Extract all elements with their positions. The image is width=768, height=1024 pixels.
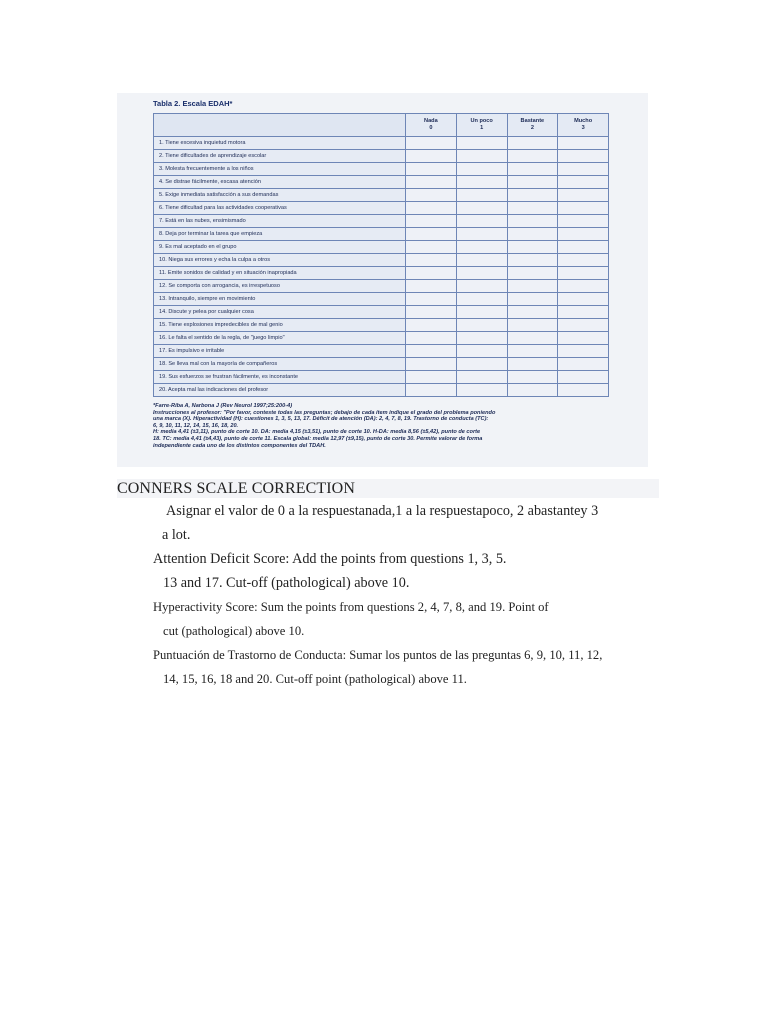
bullet-1-line-1: Asignar el valor de 0 a la respuestanada,1 a la respuestapoco, 2 abastantey 3 bbox=[166, 503, 599, 519]
table-body bbox=[154, 137, 609, 397]
answer-cell bbox=[456, 267, 507, 280]
answer-cell bbox=[507, 150, 558, 163]
answer-cell bbox=[507, 241, 558, 254]
edah-table bbox=[153, 113, 609, 397]
answer-cell bbox=[558, 371, 609, 384]
bullet-item bbox=[141, 503, 151, 520]
answer-cell bbox=[507, 254, 558, 267]
answer-cell bbox=[558, 358, 609, 371]
answer-cell bbox=[406, 332, 457, 345]
item-label: 5. Exige inmediata satisfacción a sus demandas bbox=[154, 189, 406, 202]
answer-cell bbox=[456, 176, 507, 189]
answer-cell bbox=[406, 306, 457, 319]
table-row bbox=[154, 306, 609, 319]
answer-cell bbox=[456, 306, 507, 319]
answer-cell bbox=[406, 215, 457, 228]
answer-cell bbox=[558, 137, 609, 150]
item-label: 17. Es impulsivo e irritable bbox=[154, 345, 406, 358]
answer-cell bbox=[456, 163, 507, 176]
answer-cell bbox=[456, 332, 507, 345]
edah-scale-image bbox=[117, 93, 648, 467]
answer-cell bbox=[406, 163, 457, 176]
answer-cell bbox=[507, 371, 558, 384]
answer-cell bbox=[558, 384, 609, 397]
bullet-2-line-2: 13 and 17. Cut-off (pathological) above 10. bbox=[163, 575, 410, 591]
table-row bbox=[154, 176, 609, 189]
option-label: Un poco bbox=[470, 118, 493, 124]
table-row bbox=[154, 332, 609, 345]
answer-cell bbox=[456, 371, 507, 384]
answer-cell bbox=[456, 202, 507, 215]
section-heading: CONNERS SCALE CORRECTION bbox=[117, 480, 355, 497]
answer-cell bbox=[558, 345, 609, 358]
footnote-line: Instrucciones al profesor: "Por favor, conteste todas las preguntas; debajo de cada ítem indique el grado del problema poniendo bbox=[153, 409, 496, 416]
item-label: 12. Se comporta con arrogancia, es irrespetuoso bbox=[154, 280, 406, 293]
item-label: 9. Es mal aceptado en el grupo bbox=[154, 241, 406, 254]
option-value: 0 bbox=[429, 125, 433, 131]
table-row bbox=[154, 189, 609, 202]
table-row bbox=[154, 293, 609, 306]
answer-cell bbox=[456, 137, 507, 150]
answer-cell bbox=[558, 163, 609, 176]
answer-cell bbox=[406, 371, 457, 384]
answer-cell bbox=[507, 176, 558, 189]
item-label: 7. Está en las nubes, ensimismado bbox=[154, 215, 406, 228]
answer-cell bbox=[406, 202, 457, 215]
footnote-line: 18. TC: media 4,41 (±4,43), punto de corte 11. Escala global: media 12,97 (±9,15), punto de corte 30. Permite valorar de forma bbox=[153, 435, 483, 442]
bullet-3-line-2: cut (pathological) above 10. bbox=[163, 624, 305, 638]
answer-cell bbox=[507, 189, 558, 202]
answer-cell bbox=[507, 345, 558, 358]
answer-cell bbox=[456, 293, 507, 306]
answer-cell bbox=[406, 384, 457, 397]
bullet-1-line-2: a lot. bbox=[162, 527, 191, 543]
table-row bbox=[154, 280, 609, 293]
table-row bbox=[154, 228, 609, 241]
table-row bbox=[154, 319, 609, 332]
answer-cell bbox=[406, 150, 457, 163]
option-value: 1 bbox=[480, 125, 484, 131]
answer-cell bbox=[406, 293, 457, 306]
answer-cell bbox=[558, 332, 609, 345]
table-row bbox=[154, 215, 609, 228]
answer-cell bbox=[558, 280, 609, 293]
item-label: 19. Sus esfuerzos se frustran fácilmente, es inconstante bbox=[154, 371, 406, 384]
answer-cell bbox=[507, 215, 558, 228]
footnote-line: una marca (X). Hiperactividad (H): cuestiones 1, 3, 5, 13, 17. Déficit de atención (DA): 2, 4, 7, 8, 19. Trastorno de conducta (TC): bbox=[153, 416, 489, 423]
answer-cell bbox=[558, 202, 609, 215]
answer-cell bbox=[456, 228, 507, 241]
answer-cell bbox=[507, 358, 558, 371]
answer-cell bbox=[507, 332, 558, 345]
answer-cell bbox=[507, 202, 558, 215]
answer-cell bbox=[558, 228, 609, 241]
footnote-line: independiente cada uno de los distintos componentes del TDAH. bbox=[153, 442, 326, 449]
answer-cell bbox=[507, 280, 558, 293]
item-label: 16. Le falta el sentido de la regla, de "juego limpio" bbox=[154, 332, 406, 345]
answer-cell bbox=[507, 137, 558, 150]
bullet-item bbox=[141, 648, 151, 663]
answer-cell bbox=[507, 267, 558, 280]
table-row bbox=[154, 241, 609, 254]
option-label: Bastante bbox=[520, 118, 545, 124]
answer-cell bbox=[558, 176, 609, 189]
table-row bbox=[154, 267, 609, 280]
answer-cell bbox=[406, 241, 457, 254]
answer-cell bbox=[456, 150, 507, 163]
footnote-line: 6, 9, 10, 11, 12, 14, 15, 16, 18, 20. bbox=[153, 422, 239, 429]
option-value: 3 bbox=[581, 125, 585, 131]
item-label: 2. Tiene dificultades de aprendizaje escolar bbox=[154, 150, 406, 163]
table-footnotes bbox=[153, 403, 611, 449]
header-option-un-poco bbox=[456, 114, 507, 137]
item-label: 15. Tiene explosiones impredecibles de mal genio bbox=[154, 319, 406, 332]
answer-cell bbox=[456, 254, 507, 267]
table-row bbox=[154, 345, 609, 358]
answer-cell bbox=[406, 345, 457, 358]
answer-cell bbox=[406, 176, 457, 189]
item-label: 20. Acepta mal las indicaciones del profesor bbox=[154, 384, 406, 397]
answer-cell bbox=[406, 137, 457, 150]
answer-cell bbox=[558, 319, 609, 332]
item-label: 10. Niega sus errores y echa la culpa a otros bbox=[154, 254, 406, 267]
answer-cell bbox=[558, 150, 609, 163]
answer-cell bbox=[558, 215, 609, 228]
header-option-bastante bbox=[507, 114, 558, 137]
table-title: Tabla 2. Escala EDAH* bbox=[153, 99, 233, 108]
answer-cell bbox=[558, 241, 609, 254]
item-label: 14. Discute y pelea por cualquier cosa bbox=[154, 306, 406, 319]
answer-cell bbox=[558, 189, 609, 202]
item-label: 13. Intranquilo, siempre en movimiento bbox=[154, 293, 406, 306]
item-label: 3. Molesta frecuentemente a los niños bbox=[154, 163, 406, 176]
answer-cell bbox=[507, 228, 558, 241]
answer-cell bbox=[406, 280, 457, 293]
bullet-item bbox=[141, 551, 151, 568]
bullet-4-line-2: 14, 15, 16, 18 and 20. Cut-off point (pathological) above 11. bbox=[163, 672, 467, 686]
answer-cell bbox=[406, 267, 457, 280]
table-row bbox=[154, 150, 609, 163]
bullet-item bbox=[141, 600, 151, 615]
answer-cell bbox=[456, 384, 507, 397]
answer-cell bbox=[406, 228, 457, 241]
answer-cell bbox=[406, 319, 457, 332]
answer-cell bbox=[507, 163, 558, 176]
option-label: Mucho bbox=[574, 118, 593, 124]
answer-cell bbox=[507, 384, 558, 397]
bullet-3-line-1: Hyperactivity Score: Sum the points from questions 2, 4, 7, 8, and 19. Point of bbox=[153, 600, 549, 614]
header-option-nada bbox=[406, 114, 457, 137]
footnote-line: *Farre-Riba A, Narbona J (Rev Neurol 1997;25:200-4) bbox=[153, 403, 293, 409]
bullet-2-line-1: Attention Deficit Score: Add the points from questions 1, 3, 5. bbox=[153, 551, 507, 567]
table-row bbox=[154, 384, 609, 397]
header-blank-cell bbox=[154, 114, 406, 137]
item-label: 1. Tiene excesiva inquietud motora bbox=[154, 137, 406, 150]
footnote-line: H: media 4,41 (±3,11), punto de corte 10. DA: media 4,15 (±3,51), punto de corte 10. H-DA: media 8,56 (±5,42), punto de corte bbox=[153, 429, 481, 436]
table-row bbox=[154, 163, 609, 176]
option-label: Nada bbox=[424, 118, 438, 124]
answer-cell bbox=[456, 215, 507, 228]
answer-cell bbox=[558, 267, 609, 280]
answer-cell bbox=[456, 241, 507, 254]
table-row bbox=[154, 137, 609, 150]
answer-cell bbox=[558, 293, 609, 306]
item-label: 18. Se lleva mal con la mayoría de compañeros bbox=[154, 358, 406, 371]
answer-cell bbox=[406, 358, 457, 371]
table-header-row bbox=[154, 114, 609, 137]
item-label: 6. Tiene dificultad para las actividades cooperativas bbox=[154, 202, 406, 215]
table-row bbox=[154, 254, 609, 267]
item-label: 8. Deja por terminar la tarea que empieza bbox=[154, 228, 406, 241]
answer-cell bbox=[456, 319, 507, 332]
table-row bbox=[154, 202, 609, 215]
bullet-4-line-1: Puntuación de Trastorno de Conducta: Sumar los puntos de las preguntas 6, 9, 10, 11, 12, bbox=[153, 648, 603, 662]
answer-cell bbox=[456, 345, 507, 358]
header-option-mucho bbox=[558, 114, 609, 137]
answer-cell bbox=[456, 280, 507, 293]
answer-cell bbox=[507, 306, 558, 319]
answer-cell bbox=[558, 254, 609, 267]
item-label: 4. Se distrae fácilmente, escasa atención bbox=[154, 176, 406, 189]
answer-cell bbox=[507, 293, 558, 306]
table-row bbox=[154, 371, 609, 384]
answer-cell bbox=[406, 189, 457, 202]
item-label: 11. Emite sonidos de calidad y en situación inapropiada bbox=[154, 267, 406, 280]
answer-cell bbox=[406, 254, 457, 267]
answer-cell bbox=[456, 189, 507, 202]
table-row bbox=[154, 358, 609, 371]
answer-cell bbox=[456, 358, 507, 371]
answer-cell bbox=[507, 319, 558, 332]
answer-cell bbox=[558, 306, 609, 319]
option-value: 2 bbox=[530, 125, 534, 131]
